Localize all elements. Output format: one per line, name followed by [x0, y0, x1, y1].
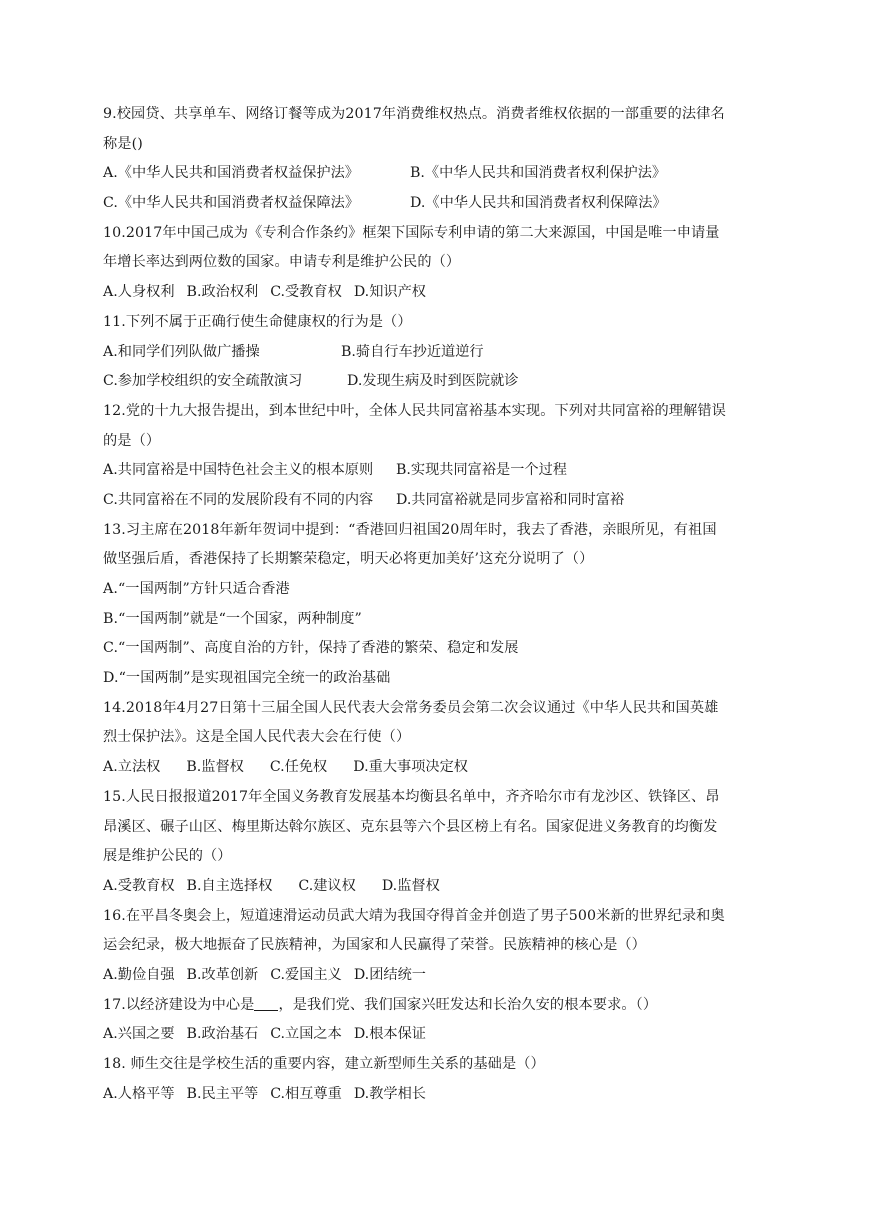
option-b: B.《中华人民共和国消费者权利保护法》	[410, 165, 667, 182]
question-12	[103, 397, 783, 516]
option-a: A.《中华人民共和国消费者权益保护法》	[103, 165, 359, 182]
option-row	[103, 338, 783, 368]
option-b: B.骑自行车抄近道逆行	[341, 343, 484, 360]
question-text-post: ，是我们党、我们国家兴旺发达和长治久安的根本要求。（）	[278, 996, 658, 1013]
option-b: B.政治基石	[186, 1026, 259, 1043]
question-text: 13.习主席在2018年新年贺词中提到：“香港回归祖国20周年时，我去了香港，亲眼所见，有祖国	[103, 521, 717, 538]
option-row	[103, 278, 783, 308]
question-text: 展是维护公民的（）	[103, 848, 232, 865]
option-a: A.受教育权	[103, 877, 175, 894]
option-row	[103, 189, 783, 219]
question-text: 做坚强后盾，香港保持了长期繁荣稳定，明天必将更加美好’这充分说明了（）	[103, 551, 594, 568]
option-row	[103, 1080, 783, 1110]
question-text: 11.下列不属于正确行使生命健康权的行为是（）	[103, 313, 412, 330]
question-text: 昂溪区、碾子山区、梅里斯达斡尔族区、克东县等六个县区榜上有名。国家促进义务教育的均衡发	[103, 818, 718, 835]
question-text: 16.在平昌冬奥会上，短道速滑运动员武大靖为我国夺得首金并创造了男子500米新的世界纪录和奥	[103, 907, 725, 924]
option-c: C.立国之本	[270, 1026, 342, 1043]
option-c: C.任免权	[269, 759, 328, 776]
option-d: D.知识产权	[353, 284, 426, 301]
question-text: 14.2018年4月27日第十三届全国人民代表大会常务委员会第二次会议通过《中华人民共和国英雄	[103, 699, 719, 716]
exam-page	[103, 100, 783, 1109]
option-row	[103, 872, 783, 902]
question-text: 烈士保护法》。这是全国人民代表大会在行使（）	[103, 729, 411, 746]
question-18	[103, 1050, 783, 1109]
question-text: 运会纪录，极大地振奋了民族精神，为国家和人民赢得了荣誉。民族精神的核心是（）	[103, 937, 646, 954]
option-d: D.团结统一	[353, 966, 426, 983]
option-b: B.实现共同富裕是一个过程	[396, 462, 567, 479]
option-c: C.“一国两制”、高度自治的方针，保持了香港的繁荣、稳定和发展	[103, 640, 519, 657]
option-b: B.改革创新	[186, 966, 259, 983]
question-text	[103, 991, 783, 1021]
question-text-pre: 17.以经济建设为中心是	[103, 996, 255, 1013]
option-a: A.共同富裕是中国特色社会主义的根本原则	[103, 462, 374, 479]
option-a: A.勤俭自强	[103, 966, 175, 983]
option-d: D.监督权	[381, 877, 440, 894]
question-text: 称是()	[103, 135, 143, 152]
option-d: D.重大事项决定权	[353, 759, 468, 776]
option-row	[103, 753, 783, 783]
question-text: 10.2017年中国己成为《专利合作条约》框架下国际专利申请的第二大来源国，中国是唯一申请量	[103, 224, 720, 241]
option-d: D.《中华人民共和国消费者权利保障法》	[410, 195, 667, 212]
option-row	[103, 159, 783, 189]
option-b: B.“一国两制”就是“一个国家，两种制度”	[103, 610, 362, 627]
question-9	[103, 100, 783, 219]
question-10	[103, 219, 783, 308]
option-row	[103, 1020, 783, 1050]
option-d: D.根本保证	[353, 1026, 426, 1043]
option-c: C.受教育权	[270, 284, 342, 301]
option-c: C.共同富裕在不同的发展阶段有不同的内容	[103, 491, 374, 508]
question-text: 年增长率达到两位数的国家。申请专利是维护公民的（）	[103, 254, 461, 271]
option-row	[103, 486, 783, 516]
option-row	[103, 456, 783, 486]
option-row	[103, 961, 783, 991]
question-text: 15.人民日报报道2017年全国义务教育发展基本均衡县名单中，齐齐哈尔市有龙沙区、铁锋区、昂	[103, 788, 720, 805]
question-16	[103, 902, 783, 991]
option-c: C.参加学校组织的安全疏散演习	[103, 373, 303, 390]
question-text: 9.校园贷、共享单车、网络订餐等成为2017年消费维权热点。消费者维权依据的一部重要的法律名	[103, 106, 725, 122]
option-c: C.相互尊重	[270, 1085, 342, 1102]
option-a: A.兴国之要	[103, 1026, 175, 1043]
option-a: A.立法权	[103, 759, 161, 776]
option-b: B.民主平等	[186, 1085, 259, 1102]
option-d: D.共同富裕就是同步富裕和同时富裕	[396, 491, 625, 508]
option-d: D.教学相长	[353, 1085, 426, 1102]
option-d: D.发现生病及时到医院就诊	[347, 373, 519, 390]
option-a: A.和同学们列队做广播操	[103, 343, 260, 360]
question-text: 12.党的十九大报告提出，到本世纪中叶，全体人民共同富裕基本实现。下列对共同富裕的理解错误	[103, 402, 726, 419]
question-14	[103, 694, 783, 783]
question-15	[103, 783, 783, 902]
question-text: 的是（）	[103, 432, 161, 449]
option-row	[103, 367, 783, 397]
question-11	[103, 308, 783, 397]
option-c: C.建议权	[298, 877, 356, 894]
question-17	[103, 991, 783, 1050]
option-b: B.自主选择权	[186, 877, 273, 894]
option-c: C.《中华人民共和国消费者权益保障法》	[103, 195, 360, 212]
question-text: 18. 师生交往是学校生活的重要内容，建立新型师生关系的基础是（）	[103, 1056, 545, 1072]
answer-blank	[254, 996, 278, 1011]
question-13	[103, 516, 783, 694]
option-c: C.爱国主义	[270, 966, 342, 983]
option-b: B.政治权利	[186, 284, 259, 301]
option-a: A.人身权利	[103, 284, 175, 301]
option-b: B.监督权	[186, 759, 244, 776]
option-a: A.“一国两制”方针只适合香港	[103, 581, 290, 597]
option-d: D.“一国两制”是实现祖国完全统一的政治基础	[103, 670, 391, 687]
option-a: A.人格平等	[103, 1085, 175, 1102]
